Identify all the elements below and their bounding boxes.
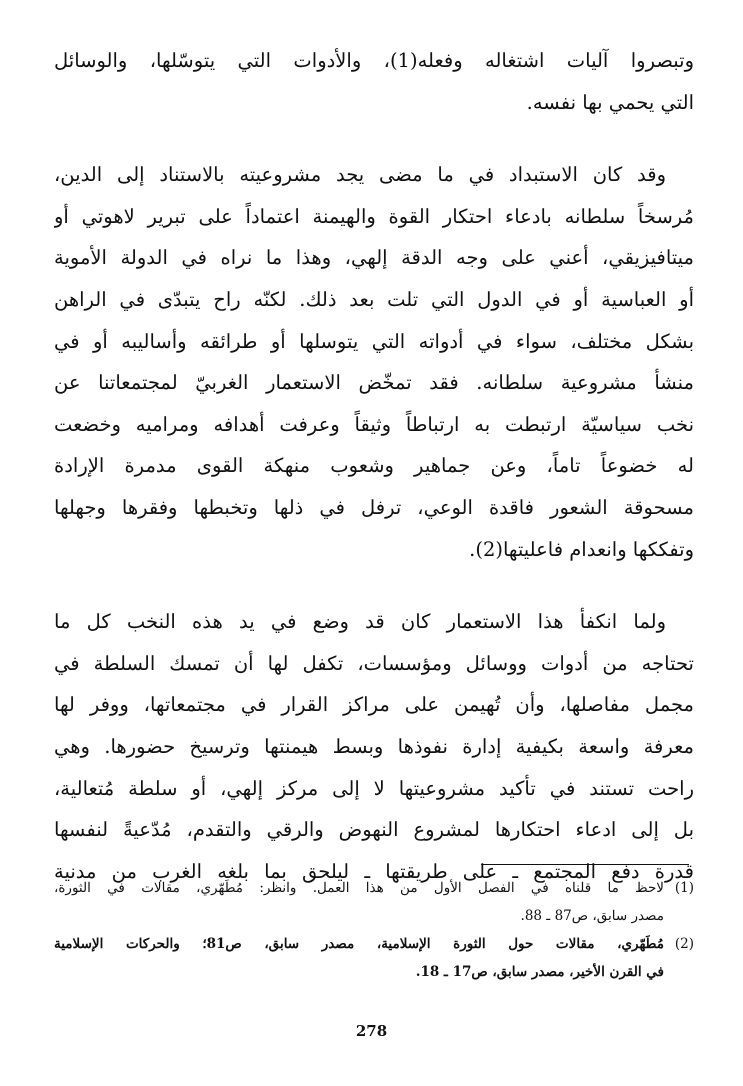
footnote-line: في القرن الأخير، مصدر سابق، ص17 ـ 18. — [415, 964, 664, 980]
text-line: وتفككها وانعدام فاعليتها(2). — [469, 537, 694, 561]
footnote — [54, 930, 694, 986]
paragraph-gap — [54, 123, 694, 154]
text-line: معرفة واسعة بكيفية إدارة نفوذها وبسط هيمنتها وترسيخ حضورها. وهي — [54, 734, 694, 758]
text-line: مُرسخاً سلطانه بادعاء احتكار القوة والهيمنة اعتماداً على تبرير لاهوتي أو — [54, 204, 694, 228]
page-number: 278 — [355, 1022, 388, 1040]
text-line: منشأ مشروعية سلطانه. فقد تمخّض الاستعمار الغربيّ لمجتمعاتنا عن — [54, 371, 694, 395]
text-line: مسحوقة الشعور فاقدة الوعي، ترفل في ذلها وتخبطها وفقرها وجهلها — [54, 495, 694, 519]
text-line: مجمل مفاصلها، وأن تُهيمن على مراكز القرار في مجتمعاتها، ووفر لها — [54, 693, 694, 717]
footnotes — [54, 874, 694, 986]
text-line: راحت تستند في تأكيد مشروعيتها لا إلى مركز إلهي، أو سلطة مُتعالية، — [54, 776, 694, 800]
text-line: أو العباسية أو في الدول التي تلت بعد ذلك. لكنّه راح يتبدّى في الراهن — [54, 287, 694, 311]
footnote-text — [54, 874, 664, 930]
text-line: بل إلى ادعاء احتكارها لمشروع النهوض والرقي والتقدم، مُدّعيةً لنفسها — [54, 818, 694, 842]
footnote-line: مُطَهّري، مقالات حول الثورة الإسلامية، مصدر سابق، ص81؛ والحركات الإسلامية — [54, 936, 664, 952]
text-line: تحتاجه من أدوات ووسائل ومؤسسات، تكفل لها أن تمسك السلطة في — [54, 651, 694, 675]
paragraph — [54, 40, 694, 123]
footnote-number: (1) — [674, 880, 694, 896]
paragraph — [54, 601, 694, 892]
text-line: بشكل مختلف، سواء في أدواته التي يتوسلها أو طرائقه وأساليبه أو في — [54, 329, 694, 353]
footnote — [54, 874, 694, 930]
main-text — [54, 40, 694, 892]
text-line: نخب سياسيّة ارتبطت به ارتباطاً وثيقاً وعرفت أهدافه ومراميه وخضعت — [54, 412, 694, 436]
text-line: له خضوعاً تاماً، وعن جماهير وشعوب منهكة القوى مدمرة الإرادة — [54, 454, 694, 478]
footnote-text — [54, 930, 664, 986]
paragraph — [54, 154, 694, 570]
text-line: ولما انكفأ هذا الاستعمار كان قد وضع في يد هذه النخب كل ما — [54, 610, 666, 634]
text-line: ميتافيزيقي، أعني على وجه الدقة إلهي، وهذا ما نراه في الدولة الأموية — [54, 246, 694, 270]
footnote-number: (2) — [674, 936, 694, 952]
footnote-line: مصدر سابق، ص87 ـ 88. — [520, 908, 664, 924]
text-line: وقد كان الاستبداد في ما مضى يجد مشروعيته بالاستناد إلى الدين، — [54, 163, 666, 187]
text-line: وتبصروا آليات اشتغاله وفعله(1)، والأدوات التي يتوسّلها، والوسائل — [54, 49, 694, 72]
footnote-line: لاحظ ما قلناه في الفصل الأول من هذا العمل. وانظر: مُطَهّري، مقالات في الثورة، — [54, 880, 664, 896]
paragraph-gap — [54, 570, 694, 601]
footnote-divider — [481, 864, 689, 865]
text-line: قدرة دفع المجتمع ـ على طريقتها ـ ليلحق بما بلغه الغرب من مدنية — [54, 859, 694, 883]
text-line: التي يحمي بها نفسه. — [526, 90, 694, 114]
